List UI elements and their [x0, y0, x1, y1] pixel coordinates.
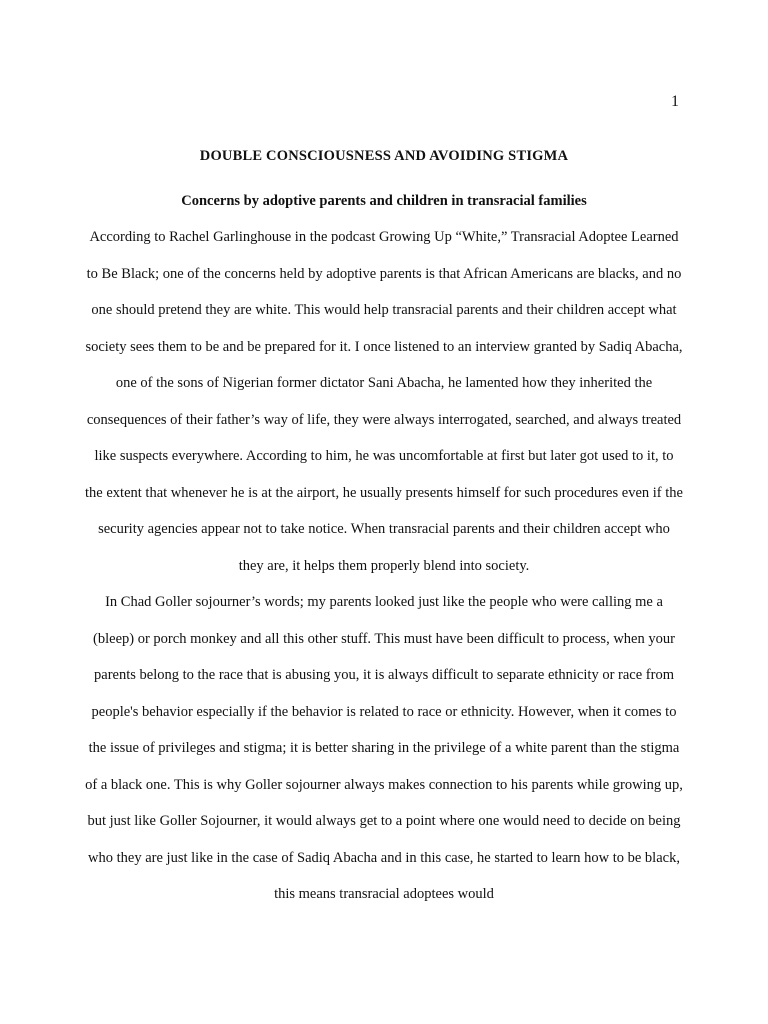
document-body	[84, 146, 684, 913]
section-heading: Concerns by adoptive parents and children in transracial families	[181, 193, 587, 209]
paragraph-1: According to Rachel Garlinghouse in the podcast Growing Up “White,” Transracial Adoptee Learned to Be Black; one of the concerns held by adoptive parents is that African Americans are blacks, and no one should pretend they are white. This would help transracial parents and their children accept what society sees them to be and be prepared for it. I once listened to an interview granted by Sadiq Abacha, one of the sons of Nigerian former dictator Sani Abacha, he lamented how they inherited the consequences of their father’s way of life, they were always interrogated, searched, and always treated like suspects everywhere. According to him, he was uncomfortable at first but later got used to it, to the extent that whenever he is at the airport, he usually presents himself for such procedures even if the security agencies appear not to take notice. When transracial parents and their children accept who they are, it helps them properly blend into society.	[85, 229, 683, 574]
document-title: DOUBLE CONSCIOUSNESS AND AVOIDING STIGMA	[199, 148, 569, 164]
page-number: 1	[671, 93, 679, 110]
paragraph-2: In Chad Goller sojourner’s words; my parents looked just like the people who were calling me a (bleep) or porch monkey and all this other stuff. This must have been difficult to process, when your parents belong to the race that is abusing you, it is always difficult to separate ethnicity or race from people's behavior especially if the behavior is related to race or ethnicity. However, when it comes to the issue of privileges and stigma; it is better sharing in the privilege of a white parent than the stigma of a black one. This is why Goller sojourner always makes connection to his parents while growing up, but just like Goller Sojourner, it would always get to a point where one would need to decide on being who they are just like in the case of Sadiq Abacha and in this case, he started to learn how to be black, this means transracial adoptees would	[85, 594, 683, 902]
